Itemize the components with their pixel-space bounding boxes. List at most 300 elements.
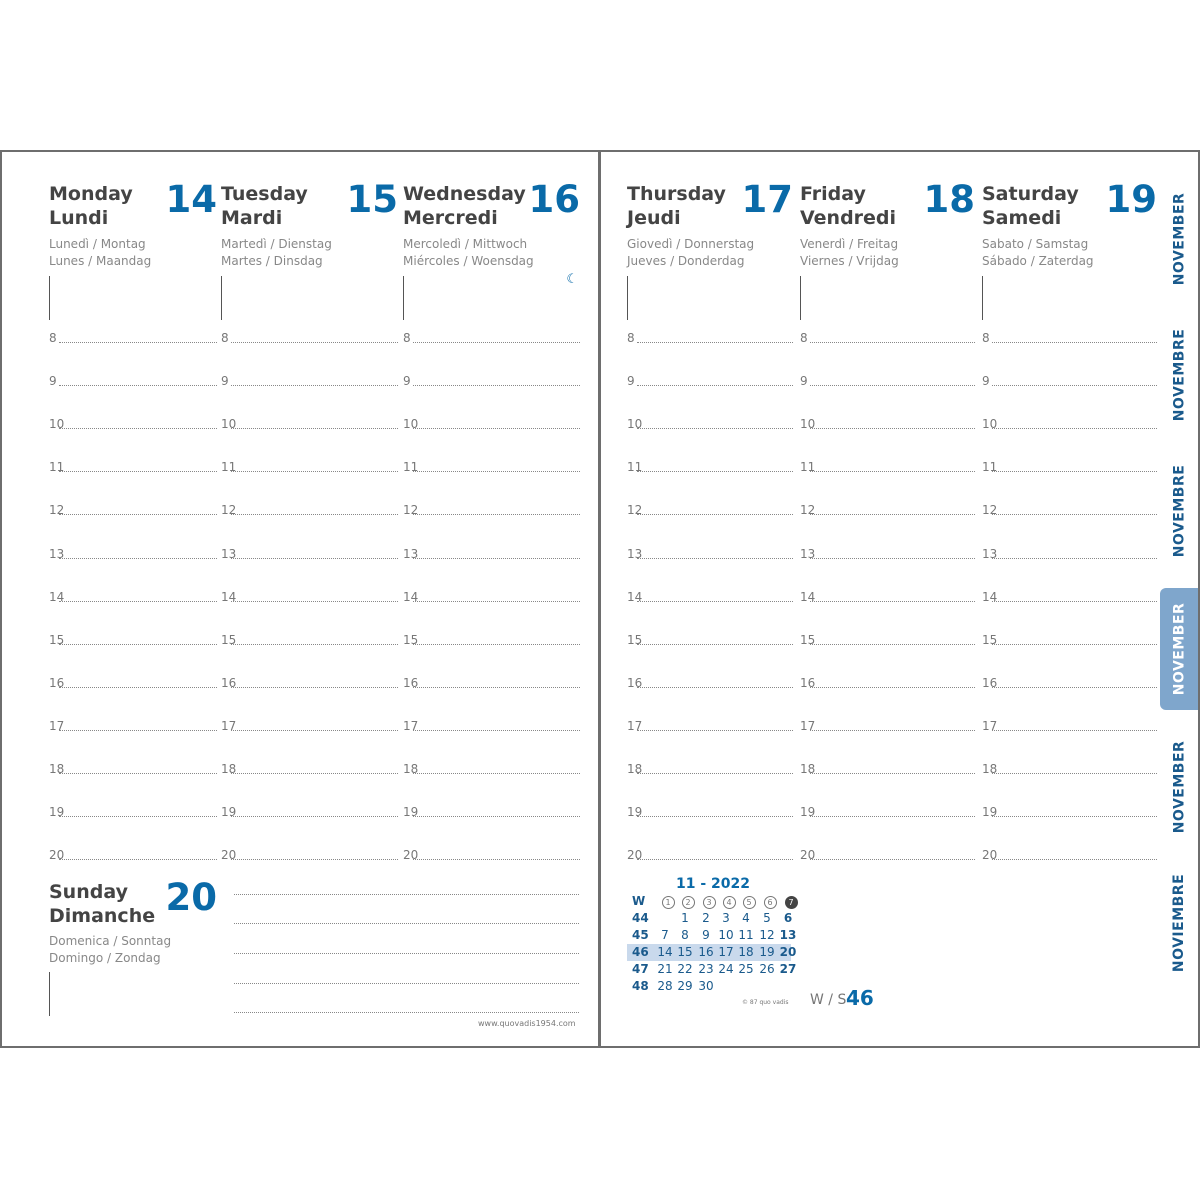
hour-label: 8 bbox=[221, 331, 229, 345]
hour-line bbox=[992, 514, 1157, 515]
hour-line bbox=[59, 687, 217, 688]
hour-label: 10 bbox=[49, 417, 65, 432]
day-number: 19 bbox=[1105, 178, 1157, 221]
hour-label: 15 bbox=[627, 632, 643, 647]
day-cell: 8 bbox=[681, 928, 689, 942]
hour-slot[interactable] bbox=[627, 497, 793, 517]
hour-slot[interactable] bbox=[800, 584, 975, 604]
hour-line bbox=[413, 687, 580, 688]
hour-label: 8 bbox=[982, 331, 990, 345]
week-number-cell: 44 bbox=[632, 911, 649, 925]
day-cell: 6 bbox=[783, 911, 793, 925]
hour-slot[interactable] bbox=[221, 497, 398, 517]
hour-line bbox=[231, 471, 398, 472]
hour-slot[interactable] bbox=[221, 541, 398, 561]
hour-slot[interactable] bbox=[403, 368, 580, 388]
weekday-header: 7 bbox=[781, 893, 801, 910]
hour-slot[interactable] bbox=[49, 541, 217, 561]
hour-slot[interactable] bbox=[403, 756, 580, 776]
week-number: 46 bbox=[846, 986, 874, 1010]
hour-line bbox=[992, 601, 1157, 602]
vertical-marker bbox=[49, 276, 50, 320]
hour-slot[interactable] bbox=[627, 713, 793, 733]
vertical-marker bbox=[800, 276, 801, 320]
day-cell: 5 bbox=[763, 911, 771, 925]
hour-slot[interactable] bbox=[49, 411, 217, 431]
day-cell: 19 bbox=[759, 945, 775, 959]
day-number: 18 bbox=[923, 178, 975, 221]
hour-slot[interactable] bbox=[982, 584, 1157, 604]
hour-line bbox=[59, 428, 217, 429]
hour-slot[interactable] bbox=[627, 584, 793, 604]
mini-calendar-title: 11 - 2022 bbox=[676, 876, 751, 892]
hour-label: 10 bbox=[982, 417, 998, 432]
hour-slot[interactable] bbox=[221, 670, 398, 690]
hour-label: 9 bbox=[49, 374, 57, 389]
hour-line bbox=[59, 558, 217, 559]
day-cell: 25 bbox=[738, 962, 754, 976]
hour-slot[interactable] bbox=[627, 411, 793, 431]
day-cell: 26 bbox=[759, 962, 775, 976]
week-column-header: W bbox=[632, 894, 646, 908]
weekday-header: 5 bbox=[739, 893, 759, 910]
hour-slot[interactable] bbox=[982, 325, 1157, 345]
day-translations: Domenica / Sonntag Domingo / Zondag bbox=[49, 934, 172, 965]
day-cell: 18 bbox=[738, 945, 754, 959]
hour-label: 11 bbox=[403, 460, 419, 475]
sunday-line bbox=[234, 1012, 579, 1013]
hour-label: 16 bbox=[627, 675, 643, 690]
day-cell: 12 bbox=[759, 928, 775, 942]
hour-line bbox=[810, 730, 975, 731]
weekday-header: 1 bbox=[658, 893, 678, 910]
day-cell: 4 bbox=[742, 911, 750, 925]
hour-line bbox=[231, 342, 398, 343]
hour-slot[interactable] bbox=[982, 627, 1157, 647]
day-translations: Venerdì / Freitag Viernes / Vrijdag bbox=[800, 237, 899, 268]
day-cell: 29 bbox=[677, 979, 693, 993]
day-number: 14 bbox=[165, 178, 217, 221]
hour-line bbox=[413, 342, 580, 343]
day-number: 17 bbox=[741, 178, 793, 221]
day-name: Monday Lundi bbox=[49, 183, 133, 229]
weekday-header: 2 bbox=[678, 893, 698, 910]
hour-line bbox=[992, 471, 1157, 472]
moon-phase-icon: ☾ bbox=[566, 272, 578, 287]
hour-line bbox=[231, 385, 398, 386]
hour-line bbox=[413, 385, 580, 386]
hour-label: 10 bbox=[221, 417, 237, 432]
hour-slot[interactable] bbox=[982, 541, 1157, 561]
day-column-sunday bbox=[49, 848, 217, 1048]
hour-slot[interactable] bbox=[221, 799, 398, 819]
website-url: www.quovadis1954.com bbox=[478, 1019, 576, 1028]
hour-line bbox=[59, 730, 217, 731]
hour-label: 9 bbox=[403, 374, 411, 389]
hour-slot[interactable] bbox=[982, 454, 1157, 474]
hour-label: 13 bbox=[982, 546, 998, 561]
hour-line bbox=[59, 773, 217, 774]
hour-line bbox=[413, 730, 580, 731]
day-translations: Sabato / Samstag Sábado / Zaterdag bbox=[982, 237, 1094, 268]
hour-line bbox=[992, 730, 1157, 731]
hour-slot[interactable] bbox=[982, 497, 1157, 517]
hour-line bbox=[413, 816, 580, 817]
hour-label: 11 bbox=[800, 460, 816, 475]
hour-slot[interactable] bbox=[627, 454, 793, 474]
hour-label: 18 bbox=[403, 762, 419, 776]
hour-slot[interactable] bbox=[800, 411, 975, 431]
hour-line bbox=[59, 471, 217, 472]
hour-slot[interactable] bbox=[800, 756, 975, 776]
hour-slot[interactable] bbox=[221, 325, 398, 345]
month-tab-active[interactable]: NOVEMBER bbox=[1160, 588, 1198, 710]
day-name: Saturday Samedi bbox=[982, 183, 1079, 229]
vertical-marker bbox=[49, 972, 50, 1016]
hour-line bbox=[637, 428, 793, 429]
hour-slot[interactable] bbox=[800, 799, 975, 819]
day-cell: 24 bbox=[718, 962, 734, 976]
hour-slot[interactable] bbox=[49, 627, 217, 647]
hour-slot[interactable] bbox=[403, 670, 580, 690]
hour-slot[interactable] bbox=[49, 584, 217, 604]
hour-slot[interactable] bbox=[627, 799, 793, 819]
day-column-friday bbox=[800, 152, 975, 1046]
hour-label: 15 bbox=[49, 632, 65, 647]
hour-slot[interactable] bbox=[800, 541, 975, 561]
day-cell: 9 bbox=[702, 928, 710, 942]
day-translations: Martedì / Dienstag Martes / Dinsdag bbox=[221, 237, 332, 268]
day-name: Tuesday Mardi bbox=[221, 183, 308, 229]
day-cell: 11 bbox=[738, 928, 754, 942]
hour-line bbox=[231, 601, 398, 602]
hour-slot[interactable] bbox=[49, 756, 217, 776]
hour-label: 17 bbox=[982, 718, 998, 733]
hour-label: 10 bbox=[403, 417, 419, 432]
weekday-header: 3 bbox=[699, 893, 719, 910]
hour-line bbox=[59, 342, 217, 343]
day-number: 20 bbox=[165, 876, 217, 919]
hour-slot[interactable] bbox=[49, 670, 217, 690]
hour-label: 14 bbox=[403, 589, 419, 604]
hour-label: 19 bbox=[800, 805, 816, 820]
hour-label: 13 bbox=[403, 546, 419, 561]
hour-label: 20 bbox=[221, 848, 237, 863]
hour-slot[interactable] bbox=[800, 627, 975, 647]
hour-label: 15 bbox=[403, 632, 419, 647]
left-page bbox=[0, 150, 600, 1048]
hour-slot[interactable] bbox=[627, 842, 793, 862]
hour-label: 9 bbox=[627, 374, 635, 389]
week-number-cell: 46 bbox=[632, 945, 649, 959]
hour-label: 16 bbox=[221, 675, 237, 690]
hour-line bbox=[992, 687, 1157, 688]
hour-line bbox=[637, 385, 793, 386]
hour-line bbox=[637, 730, 793, 731]
hour-label: 19 bbox=[627, 805, 643, 820]
hour-line bbox=[810, 859, 975, 860]
day-cell: 14 bbox=[657, 945, 673, 959]
day-column-tuesday bbox=[221, 152, 398, 1046]
sunday-line bbox=[234, 894, 579, 895]
hour-label: 13 bbox=[627, 546, 643, 561]
hour-slot[interactable] bbox=[403, 713, 580, 733]
hour-slot[interactable] bbox=[982, 756, 1157, 776]
hour-line bbox=[413, 428, 580, 429]
day-cell: 3 bbox=[722, 911, 730, 925]
hour-line bbox=[810, 601, 975, 602]
hour-label: 11 bbox=[49, 460, 65, 475]
hour-slot[interactable] bbox=[982, 670, 1157, 690]
hour-line bbox=[992, 859, 1157, 860]
month-tab[interactable]: NOVEMBER bbox=[1171, 740, 1187, 834]
hour-label: 13 bbox=[221, 546, 237, 561]
hour-slot[interactable] bbox=[221, 713, 398, 733]
hour-slot[interactable] bbox=[403, 584, 580, 604]
sunday-line bbox=[234, 983, 579, 984]
hour-line bbox=[637, 816, 793, 817]
hour-label: 14 bbox=[800, 589, 816, 604]
hour-slot[interactable] bbox=[627, 541, 793, 561]
hour-label: 9 bbox=[221, 374, 229, 389]
hour-label: 9 bbox=[982, 374, 990, 389]
vertical-marker bbox=[403, 276, 404, 320]
sunday-line bbox=[234, 923, 579, 924]
hour-slot[interactable] bbox=[800, 325, 975, 345]
day-name: Friday Vendredi bbox=[800, 183, 897, 229]
hour-slot[interactable] bbox=[627, 670, 793, 690]
hour-label: 14 bbox=[221, 589, 237, 604]
sunday-line bbox=[234, 953, 579, 954]
hour-line bbox=[413, 471, 580, 472]
hour-label: 8 bbox=[403, 331, 411, 345]
day-cell: 22 bbox=[677, 962, 693, 976]
hour-label: 8 bbox=[800, 331, 808, 345]
hour-slot[interactable] bbox=[982, 713, 1157, 733]
hour-label: 15 bbox=[800, 632, 816, 647]
day-cell: 15 bbox=[677, 945, 693, 959]
hour-label: 18 bbox=[49, 762, 65, 776]
month-tab[interactable]: NOVEMBRE bbox=[1171, 328, 1187, 422]
day-translations: Mercoledì / Mittwoch Miércoles / Woensdag bbox=[403, 237, 534, 268]
hour-line bbox=[231, 428, 398, 429]
hour-slot[interactable] bbox=[403, 627, 580, 647]
hour-line bbox=[992, 644, 1157, 645]
hour-line bbox=[59, 816, 217, 817]
hour-line bbox=[992, 385, 1157, 386]
month-tab[interactable]: NOVIEMBRE bbox=[1171, 873, 1188, 973]
day-cell: 23 bbox=[698, 962, 714, 976]
hour-line bbox=[413, 773, 580, 774]
hour-label: 18 bbox=[982, 762, 998, 776]
week-number-cell: 45 bbox=[632, 928, 649, 942]
hour-slot[interactable] bbox=[403, 411, 580, 431]
hour-label: 20 bbox=[403, 848, 419, 863]
hour-label: 17 bbox=[49, 718, 65, 733]
hour-line bbox=[992, 342, 1157, 343]
weekday-header: 4 bbox=[719, 893, 739, 910]
day-cell: 20 bbox=[779, 945, 797, 959]
hour-label: 20 bbox=[982, 848, 998, 863]
day-cell: 17 bbox=[718, 945, 734, 959]
hour-label: 12 bbox=[982, 503, 998, 518]
hour-line bbox=[637, 514, 793, 515]
hour-label: 12 bbox=[627, 503, 643, 518]
hour-line bbox=[231, 859, 398, 860]
day-name: Thursday Jeudi bbox=[627, 183, 726, 229]
hour-label: 18 bbox=[800, 762, 816, 776]
hour-label: 12 bbox=[800, 503, 816, 518]
hour-label: 19 bbox=[49, 805, 65, 820]
hour-line bbox=[413, 859, 580, 860]
hour-slot[interactable] bbox=[982, 799, 1157, 819]
hour-label: 13 bbox=[800, 546, 816, 561]
hour-slot[interactable] bbox=[800, 842, 975, 862]
hour-slot[interactable] bbox=[49, 799, 217, 819]
hour-line bbox=[810, 644, 975, 645]
hour-line bbox=[231, 816, 398, 817]
day-cell: 10 bbox=[718, 928, 734, 942]
hour-label: 17 bbox=[403, 718, 419, 733]
hour-slot[interactable] bbox=[800, 713, 975, 733]
hour-label: 8 bbox=[49, 331, 57, 345]
hour-label: 12 bbox=[403, 503, 419, 518]
hour-slot[interactable] bbox=[49, 713, 217, 733]
hour-label: 20 bbox=[627, 848, 643, 863]
hour-slot[interactable] bbox=[221, 454, 398, 474]
day-translations: Giovedì / Donnerstag Jueves / Donderdag bbox=[627, 237, 755, 268]
hour-line bbox=[59, 514, 217, 515]
day-cell: 7 bbox=[661, 928, 669, 942]
hour-slot[interactable] bbox=[403, 799, 580, 819]
hour-line bbox=[810, 428, 975, 429]
hour-label: 19 bbox=[982, 805, 998, 820]
day-cell: 27 bbox=[779, 962, 797, 976]
hour-slot[interactable] bbox=[49, 497, 217, 517]
hour-line bbox=[992, 558, 1157, 559]
hour-slot[interactable] bbox=[221, 842, 398, 862]
hour-slot[interactable] bbox=[403, 497, 580, 517]
hour-slot[interactable] bbox=[982, 411, 1157, 431]
hour-slot[interactable] bbox=[49, 368, 217, 388]
hour-line bbox=[637, 342, 793, 343]
week-number-cell: 47 bbox=[632, 962, 649, 976]
hour-slot[interactable] bbox=[982, 842, 1157, 862]
month-tab[interactable]: NOVEMBER bbox=[1171, 192, 1187, 286]
hour-slot[interactable] bbox=[800, 368, 975, 388]
hour-line bbox=[231, 687, 398, 688]
hour-line bbox=[810, 385, 975, 386]
hour-label: 17 bbox=[221, 718, 237, 733]
hour-line bbox=[637, 471, 793, 472]
vertical-marker bbox=[982, 276, 983, 320]
hour-slot[interactable] bbox=[49, 454, 217, 474]
hour-line bbox=[413, 601, 580, 602]
copyright: © 87 quo vadis bbox=[742, 999, 789, 1006]
hour-label: 12 bbox=[49, 503, 65, 518]
day-name: Wednesday Mercredi bbox=[403, 183, 526, 229]
hour-line bbox=[231, 773, 398, 774]
hour-line bbox=[231, 558, 398, 559]
hour-label: 17 bbox=[627, 718, 643, 733]
hour-slot[interactable] bbox=[403, 842, 580, 862]
month-tab[interactable]: NOVEMBRE bbox=[1171, 464, 1187, 558]
hour-line bbox=[637, 773, 793, 774]
day-cell: 30 bbox=[698, 979, 714, 993]
day-column-wednesday bbox=[403, 152, 580, 1046]
hour-label: 10 bbox=[800, 417, 816, 432]
hour-line bbox=[810, 816, 975, 817]
hour-line bbox=[231, 644, 398, 645]
hour-line bbox=[637, 644, 793, 645]
day-cell: 13 bbox=[779, 928, 797, 942]
hour-slot[interactable] bbox=[627, 325, 793, 345]
day-cell: 21 bbox=[657, 962, 673, 976]
hour-slot[interactable] bbox=[403, 325, 580, 345]
hour-line bbox=[59, 601, 217, 602]
hour-line bbox=[231, 514, 398, 515]
day-cell: 16 bbox=[698, 945, 714, 959]
hour-line bbox=[231, 730, 398, 731]
day-translations: Lunedì / Montag Lunes / Maandag bbox=[49, 237, 152, 268]
hour-line bbox=[637, 687, 793, 688]
hour-slot[interactable] bbox=[627, 368, 793, 388]
hour-label: 18 bbox=[627, 762, 643, 776]
day-column-saturday bbox=[982, 152, 1157, 1046]
hour-line bbox=[59, 385, 217, 386]
hour-slot[interactable] bbox=[403, 541, 580, 561]
hour-slot[interactable] bbox=[221, 411, 398, 431]
hour-label: 9 bbox=[800, 374, 808, 389]
hour-slot[interactable] bbox=[221, 627, 398, 647]
hour-slot[interactable] bbox=[221, 368, 398, 388]
hour-slot[interactable] bbox=[49, 325, 217, 345]
hour-line bbox=[992, 428, 1157, 429]
hour-slot[interactable] bbox=[982, 368, 1157, 388]
hour-line bbox=[810, 687, 975, 688]
day-cell: 28 bbox=[657, 979, 673, 993]
weekday-header: 6 bbox=[760, 893, 780, 910]
hour-slot[interactable] bbox=[800, 497, 975, 517]
day-number: 16 bbox=[528, 178, 580, 221]
hour-label: 13 bbox=[49, 546, 65, 561]
hour-label: 11 bbox=[982, 460, 998, 475]
hour-line bbox=[413, 644, 580, 645]
hour-slot[interactable] bbox=[627, 627, 793, 647]
hour-slot[interactable] bbox=[800, 670, 975, 690]
hour-label: 16 bbox=[403, 675, 419, 690]
hour-slot[interactable] bbox=[627, 756, 793, 776]
hour-label: 17 bbox=[800, 718, 816, 733]
hour-slot[interactable] bbox=[221, 584, 398, 604]
hour-label: 15 bbox=[221, 632, 237, 647]
hour-slot[interactable] bbox=[221, 756, 398, 776]
hour-slot[interactable] bbox=[800, 454, 975, 474]
hour-label: 11 bbox=[221, 460, 237, 475]
hour-line bbox=[637, 601, 793, 602]
hour-label: 10 bbox=[627, 417, 643, 432]
hour-slot[interactable] bbox=[403, 454, 580, 474]
hour-label: 12 bbox=[221, 503, 237, 518]
day-cell: 2 bbox=[702, 911, 710, 925]
day-number: 15 bbox=[346, 178, 398, 221]
hour-line bbox=[992, 773, 1157, 774]
hour-line bbox=[637, 859, 793, 860]
hour-label: 16 bbox=[982, 675, 998, 690]
hour-label: 11 bbox=[627, 460, 643, 475]
hour-label: 19 bbox=[221, 805, 237, 820]
hour-label: 15 bbox=[982, 632, 998, 647]
